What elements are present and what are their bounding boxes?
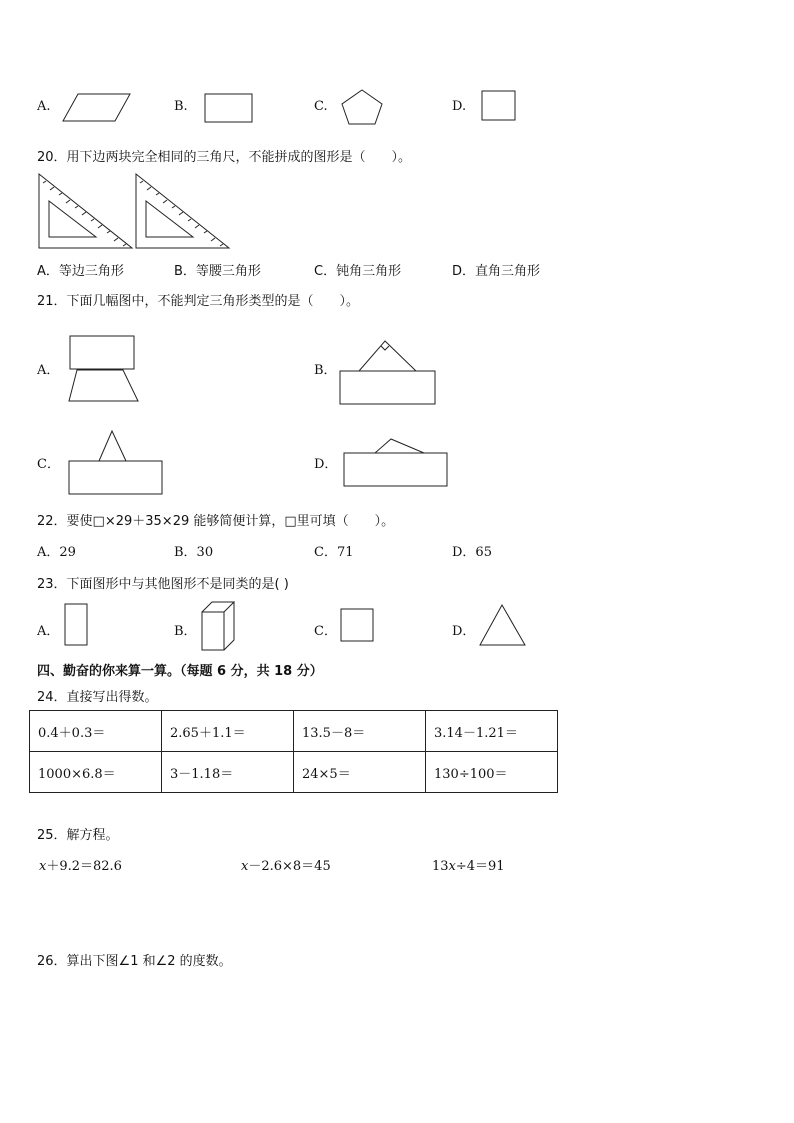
calculation-table	[29, 710, 558, 793]
q20-option-a: A．等边三角形	[37, 264, 124, 279]
q20-option-d: D．直角三角形	[452, 264, 541, 279]
q19-option-a-label: A.	[37, 99, 51, 114]
q22-text: 22．要使□×29＋35×29 能够简便计算，□里可填（ ）。	[37, 514, 395, 529]
q21-option-a-label: A．	[37, 363, 60, 378]
q22-option-d: D．65	[452, 545, 492, 560]
tall-rectangle-icon	[64, 603, 90, 647]
q19-option-d-label: D.	[452, 99, 467, 114]
q20-option-c: C．钝角三角形	[314, 264, 402, 279]
square-icon	[340, 608, 376, 644]
table-row	[30, 752, 558, 793]
calc-cell: 0.4＋0.3＝	[30, 711, 162, 752]
calc-cell: 13.5－8＝	[294, 711, 426, 752]
q22-option-b: B．30	[174, 545, 214, 560]
equation-2: 𝑥－2.6×8＝45	[241, 859, 331, 874]
q24-text: 24．直接写出得数。	[37, 690, 158, 705]
calc-cell: 1000×6.8＝	[30, 752, 162, 793]
rectangle-icon	[204, 93, 254, 123]
q25-text: 25．解方程。	[37, 828, 119, 843]
q23-option-c-label: C．	[314, 624, 337, 639]
q23-text: 23．下面图形中与其他图形不是同类的是( )	[37, 577, 289, 592]
q23-option-d-label: D．	[452, 624, 476, 639]
calc-cell: 3－1.18＝	[162, 752, 294, 793]
calc-cell: 3.14－1.21＝	[426, 711, 558, 752]
q21-option-c-label: C．	[37, 457, 60, 472]
table-row	[30, 711, 558, 752]
q22-option-c: C．71	[314, 545, 354, 560]
q21-figure-b	[338, 338, 438, 406]
q21-figure-c	[67, 428, 165, 496]
triangle-icon	[478, 603, 528, 647]
q19-option-b-label: B.	[174, 99, 188, 114]
q22-option-a: A．29	[37, 545, 76, 560]
q21-option-b-label: B．	[314, 363, 337, 378]
q20-text: 20．用下边两块完全相同的三角尺，不能拼成的图形是（ ）。	[37, 150, 412, 165]
calc-cell: 130÷100＝	[426, 752, 558, 793]
pentagon-icon	[341, 88, 385, 126]
q19-option-c-label: C.	[314, 99, 328, 114]
q20-option-b: B．等腰三角形	[174, 264, 261, 279]
set-square-pair-icon	[38, 173, 234, 249]
equation-3: 13𝑥÷4＝91	[432, 859, 505, 874]
parallelogram-icon	[62, 93, 132, 123]
q21-text: 21．下面几幅图中，不能判定三角形类型的是（ ）。	[37, 294, 360, 309]
q21-figure-a	[66, 334, 142, 404]
q23-option-b-label: B．	[174, 624, 197, 639]
q21-option-d-label: D．	[314, 457, 338, 472]
square-icon	[481, 90, 517, 122]
equation-1: 𝑥＋9.2＝82.6	[39, 859, 122, 874]
section-heading: 四、勤奋的你来算一算。（每题 6 分，共 18 分）	[37, 664, 323, 679]
q26-text: 26．算出下图∠1 和∠2 的度数。	[37, 954, 232, 969]
q21-figure-d	[342, 436, 450, 489]
q23-option-a-label: A．	[37, 624, 60, 639]
calc-cell: 24×5＝	[294, 752, 426, 793]
calc-cell: 2.65＋1.1＝	[162, 711, 294, 752]
cuboid-icon	[200, 600, 236, 652]
